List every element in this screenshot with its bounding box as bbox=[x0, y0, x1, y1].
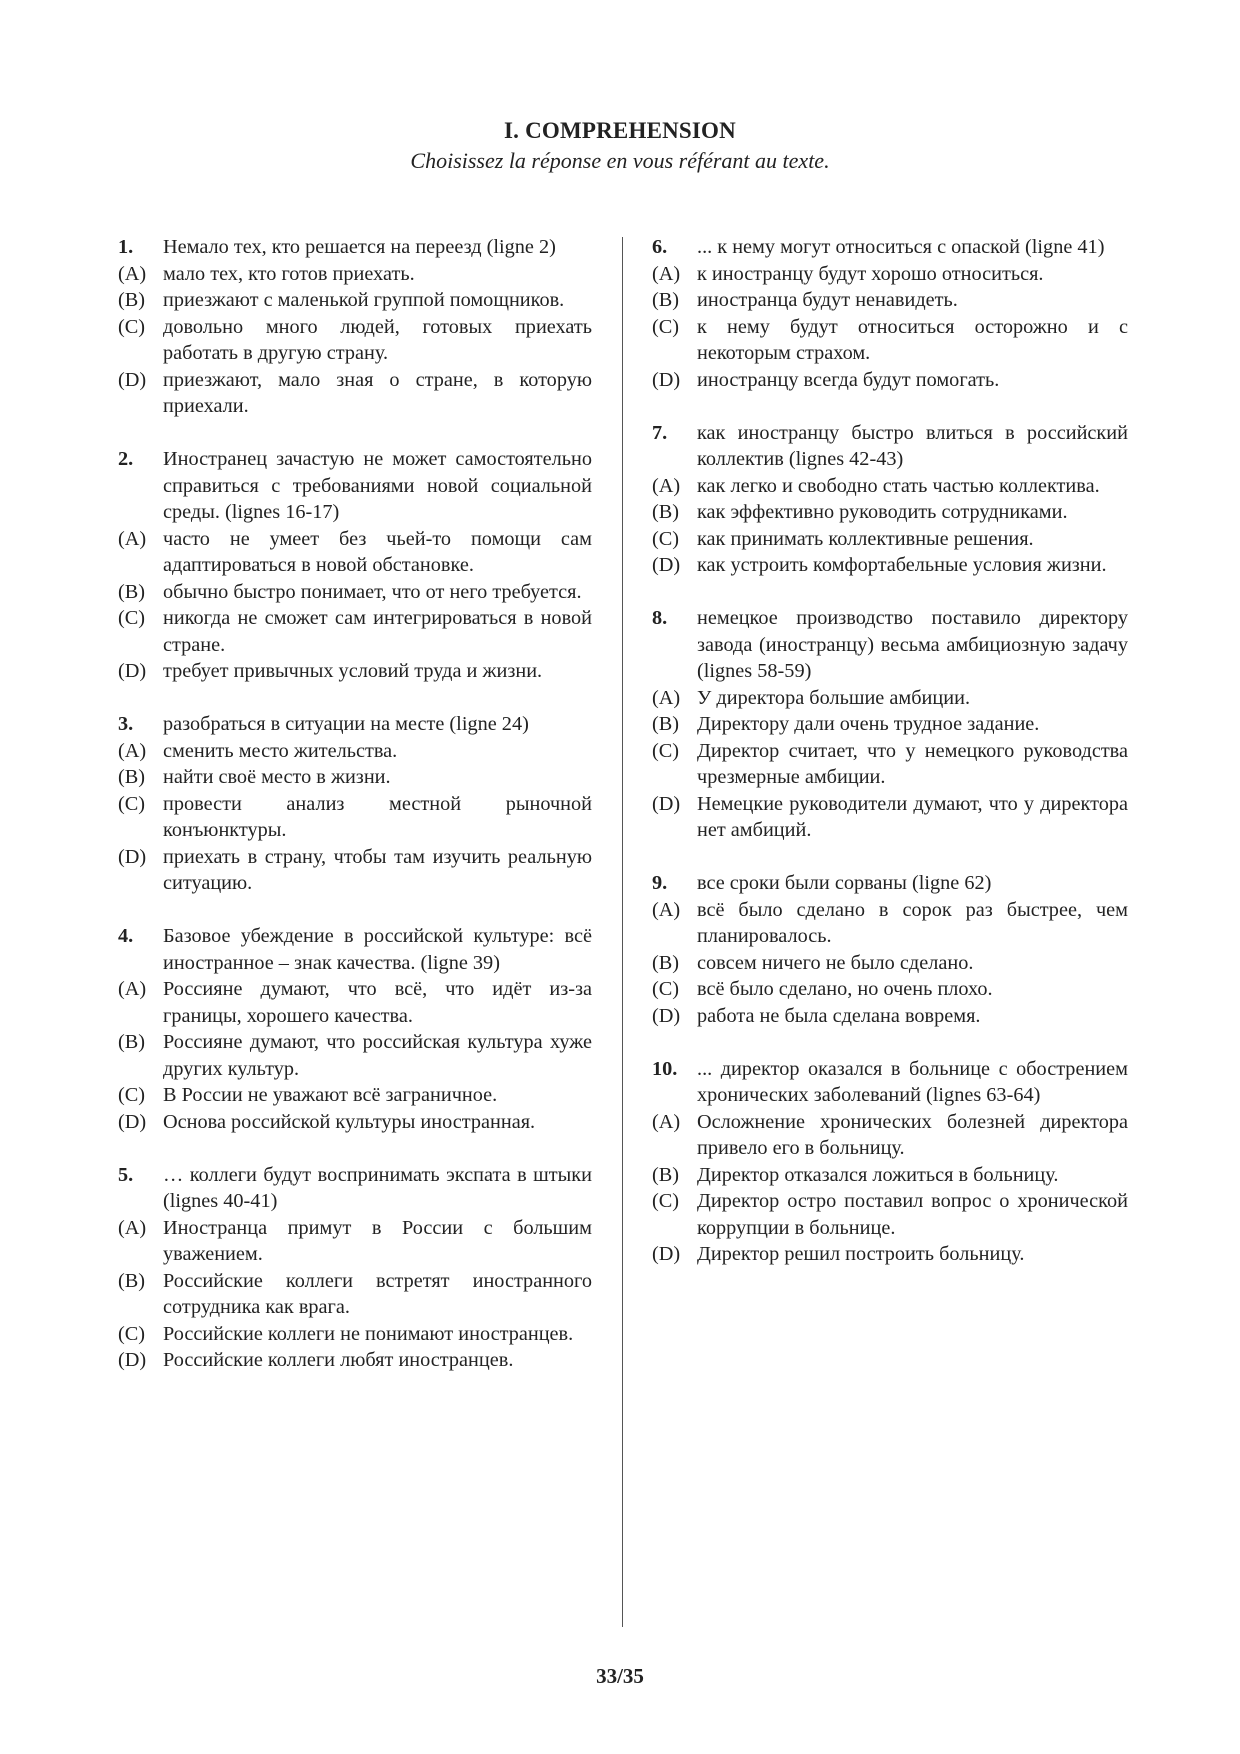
option-text: к нему будут относиться осторожно и с некоторым страхом. bbox=[697, 315, 1128, 364]
question-text: немецкое производство поставило директору завода (иностранцу) весьма амбициозную задачу (lignes 58-59) bbox=[697, 607, 1128, 682]
option-text: мало тех, кто готов приехать. bbox=[163, 262, 415, 285]
section-instructions: Choisissez la réponse en vous référant au texte. bbox=[410, 148, 830, 173]
option-text: всё было сделано, но очень плохо. bbox=[697, 978, 993, 1000]
option-letter: (D) bbox=[652, 368, 681, 391]
section-title: I. COMPREHENSION bbox=[504, 118, 736, 143]
question-block bbox=[118, 234, 592, 420]
answer-option[interactable] bbox=[118, 367, 592, 420]
answer-option[interactable] bbox=[118, 976, 592, 1029]
option-text: приезжают с маленькой группой помощников. bbox=[163, 289, 565, 311]
answer-option[interactable] bbox=[118, 1082, 592, 1109]
option-text: никогда не сможет сам интегрироваться в новой стране. bbox=[163, 607, 592, 656]
answer-option[interactable] bbox=[652, 791, 1128, 844]
option-text: провести анализ местной рыночной конъюнктуры. bbox=[163, 792, 592, 841]
option-text: Россияне думают, что всё, что идёт из-за границы, хорошего качества. bbox=[163, 978, 592, 1027]
question-text: ... директор оказался в больнице с обострением хронических заболеваний (lignes 63-64) bbox=[697, 1057, 1128, 1106]
option-text: Основа российской культуры иностранная. bbox=[163, 1110, 536, 1133]
question-stem bbox=[118, 923, 592, 976]
answer-option[interactable] bbox=[652, 738, 1128, 791]
option-text: иностранцу всегда будут помогать. bbox=[697, 368, 1000, 391]
option-text: к иностранцу будут хорошо относиться. bbox=[697, 262, 1044, 285]
option-text: Иностранца примут в России с большим уважением. bbox=[163, 1216, 592, 1265]
question-block bbox=[118, 1162, 592, 1374]
question-number: 7. bbox=[652, 421, 668, 444]
option-text: обычно быстро понимает, что от него требуется. bbox=[163, 580, 582, 603]
option-text: Российские коллеги любят иностранцев. bbox=[163, 1349, 514, 1371]
option-letter: (A) bbox=[652, 474, 681, 497]
option-letter: (B) bbox=[118, 580, 146, 603]
question-stem bbox=[118, 711, 592, 738]
question-text: как иностранцу быстро влиться в российский коллектив (lignes 42-43) bbox=[697, 421, 1128, 470]
option-letter: (B) bbox=[652, 713, 680, 735]
answer-option[interactable] bbox=[652, 711, 1128, 738]
question-text: Немало тех, кто решается на переезд (ligne 2) bbox=[163, 236, 556, 258]
question-text: разобраться в ситуации на месте (ligne 24) bbox=[163, 713, 529, 735]
option-text: как устроить комфортабельные условия жизни. bbox=[697, 554, 1107, 576]
option-text: Осложнение хронических болезней директора привело его в больницу. bbox=[697, 1110, 1128, 1159]
option-letter: (A) bbox=[652, 686, 681, 709]
option-letter: (D) bbox=[118, 1349, 147, 1371]
option-letter: (A) bbox=[118, 739, 147, 762]
option-letter: (A) bbox=[118, 527, 147, 550]
question-block bbox=[118, 446, 592, 685]
answer-option[interactable] bbox=[652, 499, 1128, 526]
answer-option[interactable] bbox=[118, 1109, 592, 1136]
answer-option[interactable] bbox=[652, 685, 1128, 712]
answer-option[interactable] bbox=[118, 844, 592, 897]
option-letter: (C) bbox=[118, 792, 146, 815]
answer-option[interactable] bbox=[652, 1109, 1128, 1162]
answer-option[interactable] bbox=[652, 261, 1128, 288]
option-text: Директор решил построить больницу. bbox=[697, 1243, 1025, 1265]
option-text: Немецкие руководители думают, что у директора нет амбиций. bbox=[697, 792, 1128, 841]
answer-option[interactable] bbox=[118, 1268, 592, 1321]
option-letter: (B) bbox=[652, 951, 680, 974]
question-number: 8. bbox=[652, 607, 668, 629]
option-letter: (D) bbox=[652, 792, 681, 815]
option-letter: (B) bbox=[118, 1031, 146, 1053]
option-letter: (C) bbox=[118, 1322, 146, 1345]
question-block bbox=[652, 234, 1128, 393]
question-number: 1. bbox=[118, 236, 134, 258]
option-text: У директора большие амбиции. bbox=[697, 686, 971, 709]
option-text: довольно много людей, готовых приехать работать в другую страну. bbox=[163, 315, 592, 364]
answer-option[interactable] bbox=[652, 976, 1128, 1003]
answer-option[interactable] bbox=[118, 1215, 592, 1268]
question-stem bbox=[118, 234, 592, 261]
answer-option[interactable] bbox=[118, 791, 592, 844]
question-block bbox=[118, 923, 592, 1135]
option-text: всё было сделано в сорок раз быстрее, чем планировалось. bbox=[697, 898, 1128, 947]
answer-option[interactable] bbox=[652, 1003, 1128, 1030]
option-letter: (B) bbox=[118, 1269, 146, 1292]
option-text: Российские коллеги не понимают иностранцев. bbox=[163, 1322, 574, 1345]
option-text: приехать в страну, чтобы там изучить реальную ситуацию. bbox=[163, 845, 592, 894]
question-number: 2. bbox=[118, 448, 134, 470]
answer-option[interactable] bbox=[652, 1188, 1128, 1241]
question-text: ... к нему могут относиться с опаской (ligne 41) bbox=[697, 236, 1105, 258]
answer-option[interactable] bbox=[118, 738, 592, 765]
option-letter: (D) bbox=[118, 845, 147, 868]
option-letter: (C) bbox=[652, 978, 680, 1000]
option-letter: (B) bbox=[118, 289, 146, 311]
answer-option[interactable] bbox=[652, 552, 1128, 579]
option-text: Директор отказался ложиться в больницу. bbox=[697, 1163, 1059, 1186]
option-letter: (C) bbox=[652, 315, 680, 338]
answer-option[interactable] bbox=[118, 579, 592, 606]
option-text: как эффективно руководить сотрудниками. bbox=[697, 501, 1068, 523]
answer-option[interactable] bbox=[652, 950, 1128, 977]
option-text: часто не умеет без чьей-то помощи сам адаптироваться в новой обстановке. bbox=[163, 527, 592, 576]
question-block bbox=[118, 711, 592, 897]
question-block bbox=[652, 870, 1128, 1029]
option-letter: (A) bbox=[652, 262, 681, 285]
option-letter: (C) bbox=[118, 315, 146, 338]
option-text: требует привычных условий труда и жизни. bbox=[163, 660, 543, 682]
option-letter: (C) bbox=[652, 739, 680, 762]
option-text: Директору дали очень трудное задание. bbox=[697, 713, 1040, 735]
answer-option[interactable] bbox=[118, 764, 592, 791]
answer-option[interactable] bbox=[652, 526, 1128, 553]
answer-option[interactable] bbox=[652, 314, 1128, 367]
option-text: как принимать коллективные решения. bbox=[697, 527, 1034, 550]
question-block bbox=[652, 420, 1128, 579]
answer-option[interactable] bbox=[652, 897, 1128, 950]
question-stem bbox=[652, 234, 1128, 261]
option-letter: (A) bbox=[118, 262, 147, 285]
option-letter: (A) bbox=[652, 898, 681, 921]
answer-option[interactable] bbox=[118, 1029, 592, 1082]
option-letter: (D) bbox=[652, 1004, 681, 1027]
question-text: Базовое убеждение в российской культуре: всё иностранное – знак качества. (ligne 39) bbox=[163, 925, 592, 974]
option-letter: (D) bbox=[652, 1243, 681, 1265]
question-text: Иностранец зачастую не может самостоятельно справиться с требованиями новой социальной среды. (lignes 16-17) bbox=[163, 448, 592, 523]
option-text: Российские коллеги встретят иностранного сотрудника как врага. bbox=[163, 1269, 592, 1318]
question-stem bbox=[118, 446, 592, 526]
option-letter: (D) bbox=[118, 368, 147, 391]
question-text: … коллеги будут воспринимать экспата в штыки (lignes 40-41) bbox=[163, 1163, 592, 1212]
answer-option[interactable] bbox=[118, 261, 592, 288]
answer-option[interactable] bbox=[652, 287, 1128, 314]
option-text: найти своё место в жизни. bbox=[163, 766, 391, 788]
question-block bbox=[652, 605, 1128, 844]
answer-option[interactable] bbox=[118, 605, 592, 658]
column-divider bbox=[622, 237, 623, 1627]
question-number: 3. bbox=[118, 713, 134, 735]
question-number: 5. bbox=[118, 1163, 134, 1186]
option-text: иностранца будут ненавидеть. bbox=[697, 289, 958, 311]
question-number: 10. bbox=[652, 1057, 678, 1080]
answer-option[interactable] bbox=[118, 526, 592, 579]
option-letter: (B) bbox=[652, 1163, 680, 1186]
question-number: 9. bbox=[652, 872, 668, 894]
option-letter: (B) bbox=[118, 766, 146, 788]
question-text: все сроки были сорваны (ligne 62) bbox=[697, 872, 992, 894]
question-stem bbox=[118, 1162, 592, 1215]
option-letter: (A) bbox=[118, 978, 147, 1000]
question-block bbox=[652, 1056, 1128, 1268]
option-letter: (D) bbox=[118, 660, 147, 682]
option-letter: (C) bbox=[118, 1084, 146, 1106]
option-text: сменить место жительства. bbox=[163, 739, 398, 762]
option-letter: (C) bbox=[118, 607, 146, 629]
answer-option[interactable] bbox=[118, 287, 592, 314]
answer-option[interactable] bbox=[652, 1162, 1128, 1189]
question-number: 4. bbox=[118, 925, 134, 947]
question-stem bbox=[652, 1056, 1128, 1109]
option-text: Россияне думают, что российская культура хуже других культур. bbox=[163, 1031, 592, 1080]
option-letter: (C) bbox=[652, 1190, 680, 1212]
option-text: Директор считает, что у немецкого руководства чрезмерные амбиции. bbox=[697, 739, 1128, 788]
answer-option[interactable] bbox=[118, 1321, 592, 1348]
question-stem bbox=[652, 605, 1128, 685]
option-text: совсем ничего не было сделано. bbox=[697, 951, 974, 974]
question-stem bbox=[652, 870, 1128, 897]
option-letter: (A) bbox=[652, 1110, 681, 1133]
option-letter: (B) bbox=[652, 289, 680, 311]
option-letter: (D) bbox=[652, 554, 681, 576]
option-text: В России не уважают всё заграничное. bbox=[163, 1084, 498, 1106]
option-text: как легко и свободно стать частью коллектива. bbox=[697, 474, 1100, 497]
page-number: 33/35 bbox=[596, 1664, 644, 1688]
right-question-column bbox=[652, 234, 1128, 1294]
option-letter: (C) bbox=[652, 527, 680, 550]
answer-option[interactable] bbox=[652, 1241, 1128, 1268]
option-text: Директор остро поставил вопрос о хронической коррупции в больнице. bbox=[697, 1190, 1128, 1239]
answer-option[interactable] bbox=[652, 367, 1128, 394]
left-question-column bbox=[118, 234, 592, 1400]
answer-option[interactable] bbox=[118, 658, 592, 685]
answer-option[interactable] bbox=[118, 1347, 592, 1374]
option-letter: (A) bbox=[118, 1216, 147, 1239]
option-letter: (B) bbox=[652, 501, 680, 523]
question-number: 6. bbox=[652, 236, 668, 258]
answer-option[interactable] bbox=[652, 473, 1128, 500]
option-text: работа не была сделана вовремя. bbox=[697, 1004, 981, 1027]
answer-option[interactable] bbox=[118, 314, 592, 367]
option-letter: (D) bbox=[118, 1110, 147, 1133]
option-text: приезжают, мало зная о стране, в которую приехали. bbox=[163, 368, 592, 417]
question-stem bbox=[652, 420, 1128, 473]
